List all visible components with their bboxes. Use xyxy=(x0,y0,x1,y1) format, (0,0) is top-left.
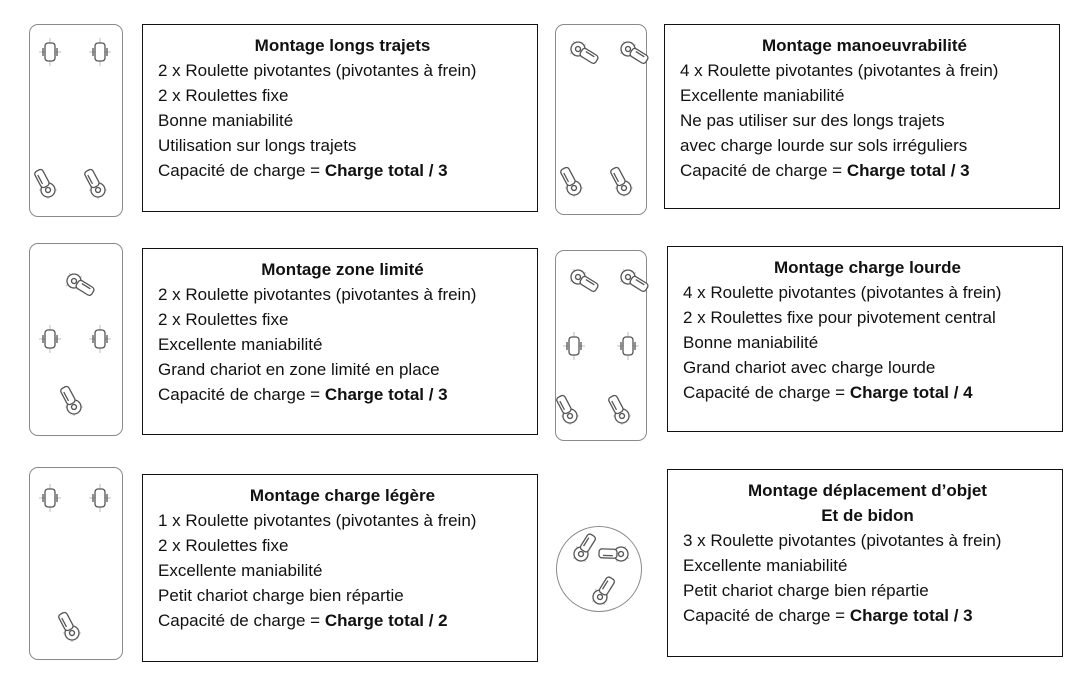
card-title-line2: Et de bidon xyxy=(821,506,914,525)
card-line: Ne pas utiliser sur des longs trajets xyxy=(680,111,945,130)
cart-diagram-longs-trajets xyxy=(29,24,123,217)
card-line: 3 x Roulette pivotantes (pivotantes à frein) xyxy=(683,531,1002,550)
wheel-layout xyxy=(556,251,648,442)
capacity-line xyxy=(683,380,1052,405)
capacity-value: Charge total / 3 xyxy=(846,161,970,180)
card-line: Bonne maniabilité xyxy=(683,333,819,352)
capacity-label: Capacité de charge = xyxy=(680,161,847,180)
info-card-longs-trajets xyxy=(142,24,538,212)
fixed-caster-icon xyxy=(89,38,111,66)
fixed-caster-icon xyxy=(563,332,585,360)
swivel-caster-icon xyxy=(616,34,651,72)
capacity-value: Charge total / 2 xyxy=(324,611,448,630)
swivel-caster-icon xyxy=(34,168,57,199)
swivel-caster-icon xyxy=(585,574,623,609)
swivel-caster-icon xyxy=(556,394,579,425)
card-title: Montage charge lourde xyxy=(773,258,962,277)
card-title: Montage charge légère xyxy=(249,486,436,505)
card-line: Excellente maniabilité xyxy=(680,86,845,105)
card-line: Excellente maniabilité xyxy=(683,556,848,575)
swivel-caster-icon xyxy=(616,262,651,300)
info-card-manoeuvrabilite xyxy=(664,24,1060,209)
card-line: Grand chariot avec charge lourde xyxy=(683,358,936,377)
card-line: 4 x Roulette pivotantes (pivotantes à frein) xyxy=(683,283,1002,302)
capacity-line xyxy=(158,158,527,183)
wheel-layout xyxy=(30,25,124,218)
capacity-value: Charge total / 3 xyxy=(849,606,973,625)
swivel-caster-icon xyxy=(560,166,583,197)
cart-diagram-charge-lourde xyxy=(555,250,647,441)
card-line: 2 x Roulette pivotantes (pivotantes à frein) xyxy=(158,285,477,304)
wheel-layout xyxy=(557,527,643,613)
card-title: Montage longs trajets xyxy=(254,36,431,55)
swivel-caster-icon xyxy=(58,611,81,642)
card-line: 2 x Roulettes fixe xyxy=(158,86,289,105)
card-line: Excellente maniabilité xyxy=(158,561,323,580)
capacity-line xyxy=(158,608,527,633)
info-card-deplacement-objet xyxy=(667,469,1063,657)
capacity-line xyxy=(683,603,1052,628)
wheel-layout xyxy=(556,25,648,216)
cart-diagram-zone-limite xyxy=(29,243,123,436)
card-line: 4 x Roulette pivotantes (pivotantes à frein) xyxy=(680,61,999,80)
card-line: Excellente maniabilité xyxy=(158,335,323,354)
capacity-value: Charge total / 3 xyxy=(324,161,448,180)
card-line: Grand chariot en zone limité en place xyxy=(158,360,440,379)
capacity-line xyxy=(680,158,1049,183)
swivel-caster-icon xyxy=(62,266,97,304)
fixed-caster-icon xyxy=(89,325,111,353)
card-line: avec charge lourde sur sols irréguliers xyxy=(680,136,968,155)
info-card-charge-lourde xyxy=(667,246,1063,432)
swivel-caster-icon xyxy=(566,262,601,300)
fixed-caster-icon xyxy=(89,484,111,512)
capacity-label: Capacité de charge = xyxy=(158,161,325,180)
card-line: 2 x Roulette pivotantes (pivotantes à frein) xyxy=(158,61,477,80)
card-title: Montage zone limité xyxy=(261,260,424,279)
card-title: Montage déplacement d’objet xyxy=(748,481,987,500)
card-line: Petit chariot charge bien répartie xyxy=(683,581,929,600)
swivel-caster-icon xyxy=(60,385,83,416)
swivel-caster-icon xyxy=(595,535,633,570)
swivel-caster-icon xyxy=(84,168,107,199)
capacity-label: Capacité de charge = xyxy=(158,385,325,404)
card-line: 2 x Roulettes fixe xyxy=(158,536,289,555)
capacity-value: Charge total / 3 xyxy=(324,385,448,404)
swivel-caster-icon xyxy=(608,394,631,425)
capacity-line xyxy=(158,382,527,407)
fixed-caster-icon xyxy=(617,332,639,360)
card-line: 1 x Roulette pivotantes (pivotantes à frein) xyxy=(158,511,477,530)
swivel-caster-icon xyxy=(566,531,604,566)
card-line: Petit chariot charge bien répartie xyxy=(158,586,404,605)
capacity-label: Capacité de charge = xyxy=(683,383,850,402)
capacity-label: Capacité de charge = xyxy=(683,606,850,625)
wheel-layout xyxy=(30,244,124,437)
swivel-caster-icon xyxy=(566,34,601,72)
card-line: Utilisation sur longs trajets xyxy=(158,136,357,155)
cart-diagram-manoeuvrabilite xyxy=(555,24,647,215)
fixed-caster-icon xyxy=(39,484,61,512)
card-line: 2 x Roulettes fixe pour pivotement central xyxy=(683,308,996,327)
fixed-caster-icon xyxy=(39,38,61,66)
info-card-charge-legere xyxy=(142,474,538,662)
capacity-value: Charge total / 4 xyxy=(849,383,973,402)
card-title: Montage manoeuvrabilité xyxy=(762,36,967,55)
card-line: 2 x Roulettes fixe xyxy=(158,310,289,329)
info-card-zone-limite xyxy=(142,248,538,435)
fixed-caster-icon xyxy=(39,325,61,353)
capacity-label: Capacité de charge = xyxy=(158,611,325,630)
cart-diagram-charge-legere xyxy=(29,467,123,660)
swivel-caster-icon xyxy=(610,166,633,197)
card-line: Bonne maniabilité xyxy=(158,111,294,130)
wheel-layout xyxy=(30,468,124,661)
cart-diagram-deplacement-objet xyxy=(556,526,642,612)
